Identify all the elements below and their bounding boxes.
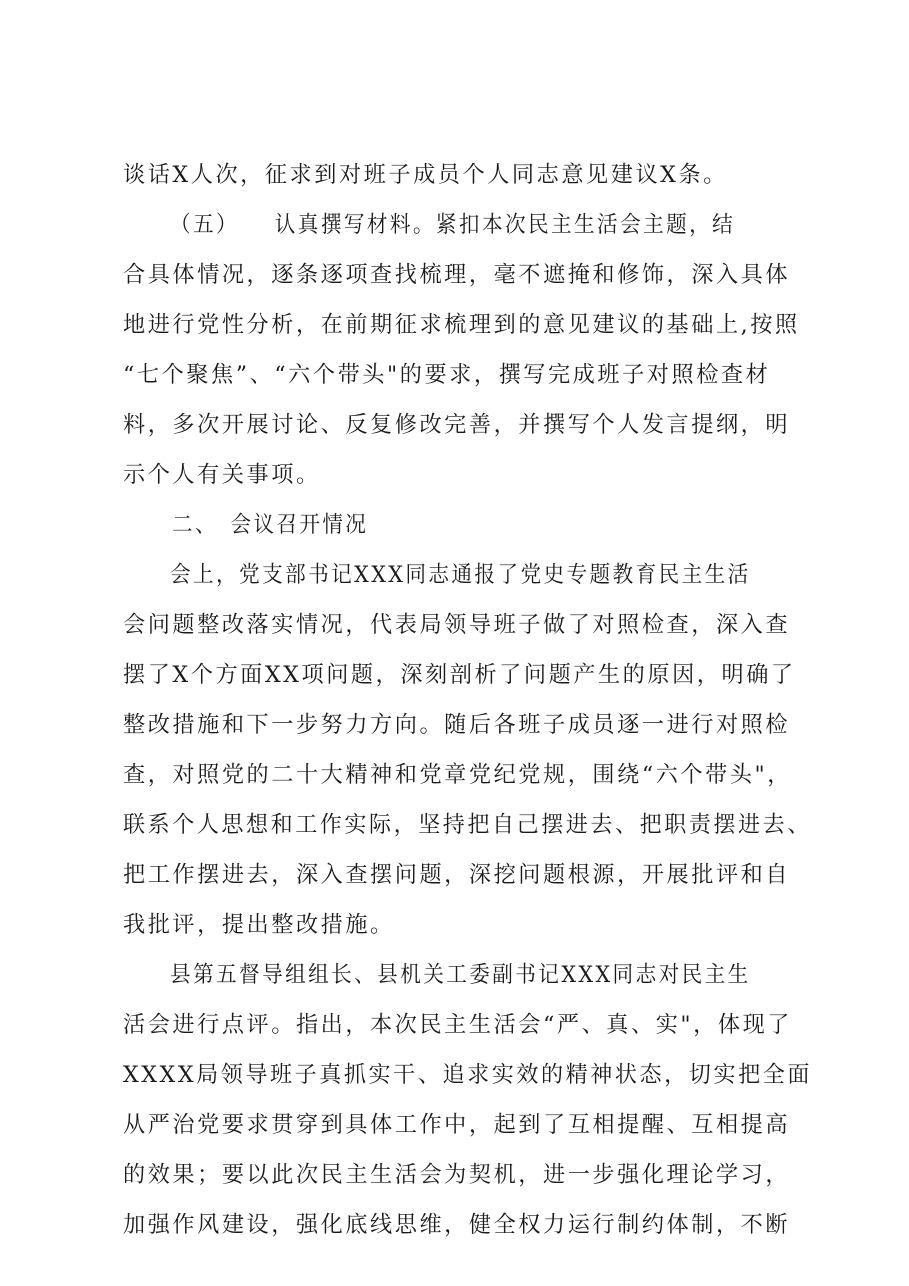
text-line: XXXX局领导班子真抓实干、追求实效的精神状态，切实把全面 (123, 1062, 812, 1088)
text-line: 摆了X个方面XX项问题，深刻剖析了问题产生的原因，明确了 (123, 662, 796, 688)
text-line: 合具体情况，逐条逐项查找梳理，毫不遮掩和修饰，深入具体 (123, 262, 791, 288)
text-line: 查，对照党的二十大精神和党章党纪党规，围绕“六个带头"， (123, 762, 792, 788)
text-line: 地进行党性分析，在前期征求梳理到的意见建议的基础上,按照 (123, 312, 800, 338)
text-line: 整改措施和下一步努力方向。随后各班子成员逐一进行对照检 (123, 712, 791, 738)
text-line: 从严治党要求贯穿到具体工作中，起到了互相提醒、互相提高 (123, 1112, 791, 1138)
text-line: 会上，党支部书记XXX同志通报了党史专题教育民主生活 (170, 562, 751, 588)
text-line: 示个人有关事项。 (123, 462, 321, 488)
text-line: 县第五督导组组长、县机关工委副书记XXX同志对民主生 (170, 962, 751, 988)
text-line: 把工作摆进去，深入查摆问题，深挖问题根源，开展批评和自 (123, 862, 791, 888)
text-line: 会问题整改落实情况，代表局领导班子做了对照检查，深入查 (123, 612, 791, 638)
text-line: 我批评，提出整改措施。 (123, 912, 395, 938)
section-five-heading-line: （五） 认真撰写材料。紧扣本次民主生活会主题，结 (170, 212, 736, 238)
text-line: 加强作风建设，强化底线思维，健全权力运行制约体制，不断 (123, 1212, 791, 1238)
text-line: 联系个人思想和工作实际，坚持把自己摆进去、把职责摆进去、 (123, 812, 812, 838)
text-line: “七个聚焦”、“六个带头"的要求，撰写完成班子对照检查材 (123, 362, 771, 388)
text-line: 的效果；要以此次民主生活会为契机，进一步强化理论学习， (123, 1162, 791, 1188)
text-line: 谈话X人次，征求到对班子成员个人同志意见建议X条。 (123, 162, 728, 188)
section-two-heading: 二、 会议召开情况 (172, 512, 369, 538)
text-line: 料，多次开展讨论、反复修改完善，并撰写个人发言提纲，明 (123, 412, 791, 438)
text-line: 活会进行点评。指出，本次民主生活会“严、真、实"，体现了 (123, 1012, 792, 1038)
